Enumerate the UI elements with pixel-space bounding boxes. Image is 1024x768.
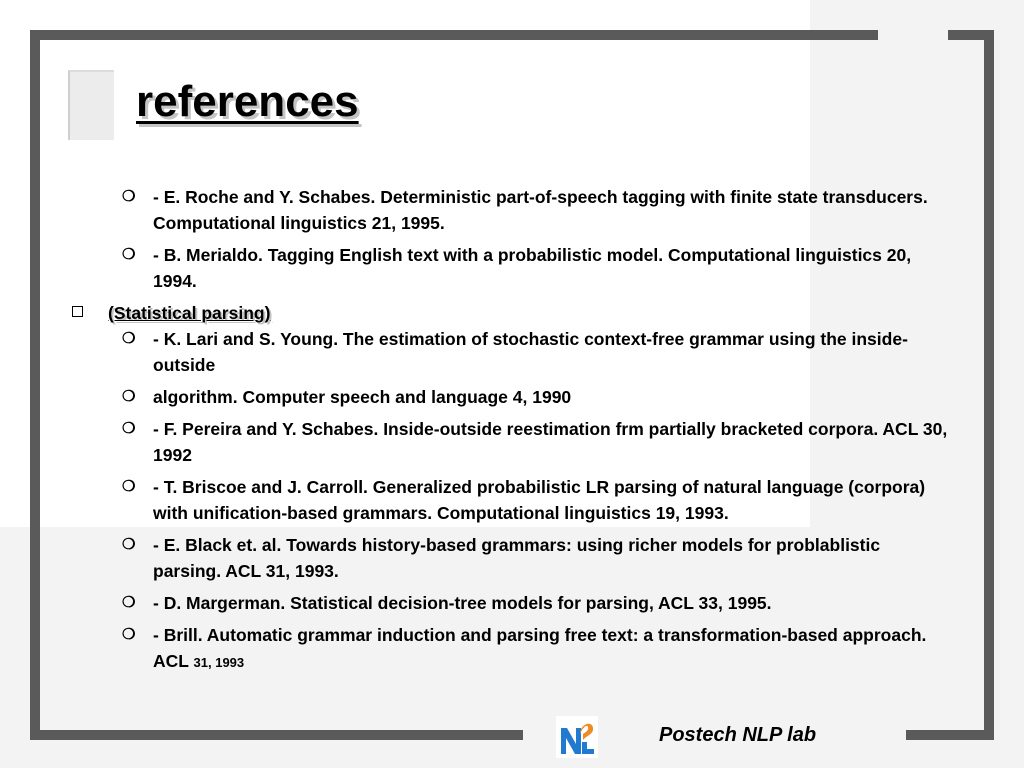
reference-text: - E. Black et. al. Towards history-based grammars: using richer models for problablistic parsing. ACL 31, 1993. (153, 535, 881, 581)
reference-item (122, 590, 953, 616)
reference-text: - F. Pereira and Y. Schabes. Inside-outside reestimation frm partially bracketed corpora. ACL 30, 1992 (153, 419, 948, 465)
reference-text: algorithm. Computer speech and language 4, 1990 (153, 387, 572, 407)
page-title: references (136, 77, 359, 126)
reference-item (122, 416, 953, 468)
circle-bullet-icon: ❍ (122, 246, 136, 263)
reference-item (122, 474, 953, 526)
circle-bullet-icon: ❍ (122, 330, 136, 347)
reference-text: - D. Margerman. Statistical decision-tree models for parsing, ACL 33, 1995. (153, 593, 772, 613)
reference-item (122, 532, 953, 584)
circle-bullet-icon: ❍ (122, 626, 136, 643)
circle-bullet-icon: ❍ (122, 188, 136, 205)
postech-nlp-logo (556, 716, 598, 758)
reference-item (122, 384, 953, 410)
reference-text: - K. Lari and S. Young. The estimation of stochastic context-free grammar using the inside-outside (153, 329, 908, 375)
circle-bullet-icon: ❍ (122, 388, 136, 405)
section-heading-text: (Statistical parsing) (108, 303, 271, 323)
reference-item (122, 242, 953, 294)
reference-text: - E. Roche and Y. Schabes. Deterministic part-of-speech tagging with finite state transducers. Computational linguistics 21, 1995. (153, 187, 928, 233)
footer-text: Postech NLP lab (659, 724, 817, 746)
reference-item (122, 184, 953, 236)
reference-item (122, 622, 953, 676)
title-decoration (68, 70, 114, 140)
circle-bullet-icon: ❍ (122, 420, 136, 437)
reference-text: - Brill. Automatic grammar induction and parsing free text: a transformation-based approach. ACL (153, 625, 927, 671)
circle-bullet-icon: ❍ (122, 594, 136, 611)
frame-top-left (30, 30, 878, 40)
reference-text: - T. Briscoe and J. Carroll. Generalized probabilistic LR parsing of natural language (corpora) with unification-based grammars. Computational linguistics 19, 1993. (153, 477, 926, 523)
reference-list (0, 184, 1024, 676)
reference-text: - B. Merialdo. Tagging English text with a probabilistic model. Computational linguistics 20, 1994. (153, 245, 912, 291)
square-bullet-icon (72, 306, 83, 317)
section-heading (108, 300, 948, 326)
circle-bullet-icon: ❍ (122, 536, 136, 553)
frame-bottom-left (30, 730, 523, 740)
circle-bullet-icon: ❍ (122, 478, 136, 495)
reference-text-small: 31, 1993 (193, 655, 245, 670)
reference-item (122, 326, 953, 378)
frame-bottom-right (906, 730, 994, 740)
